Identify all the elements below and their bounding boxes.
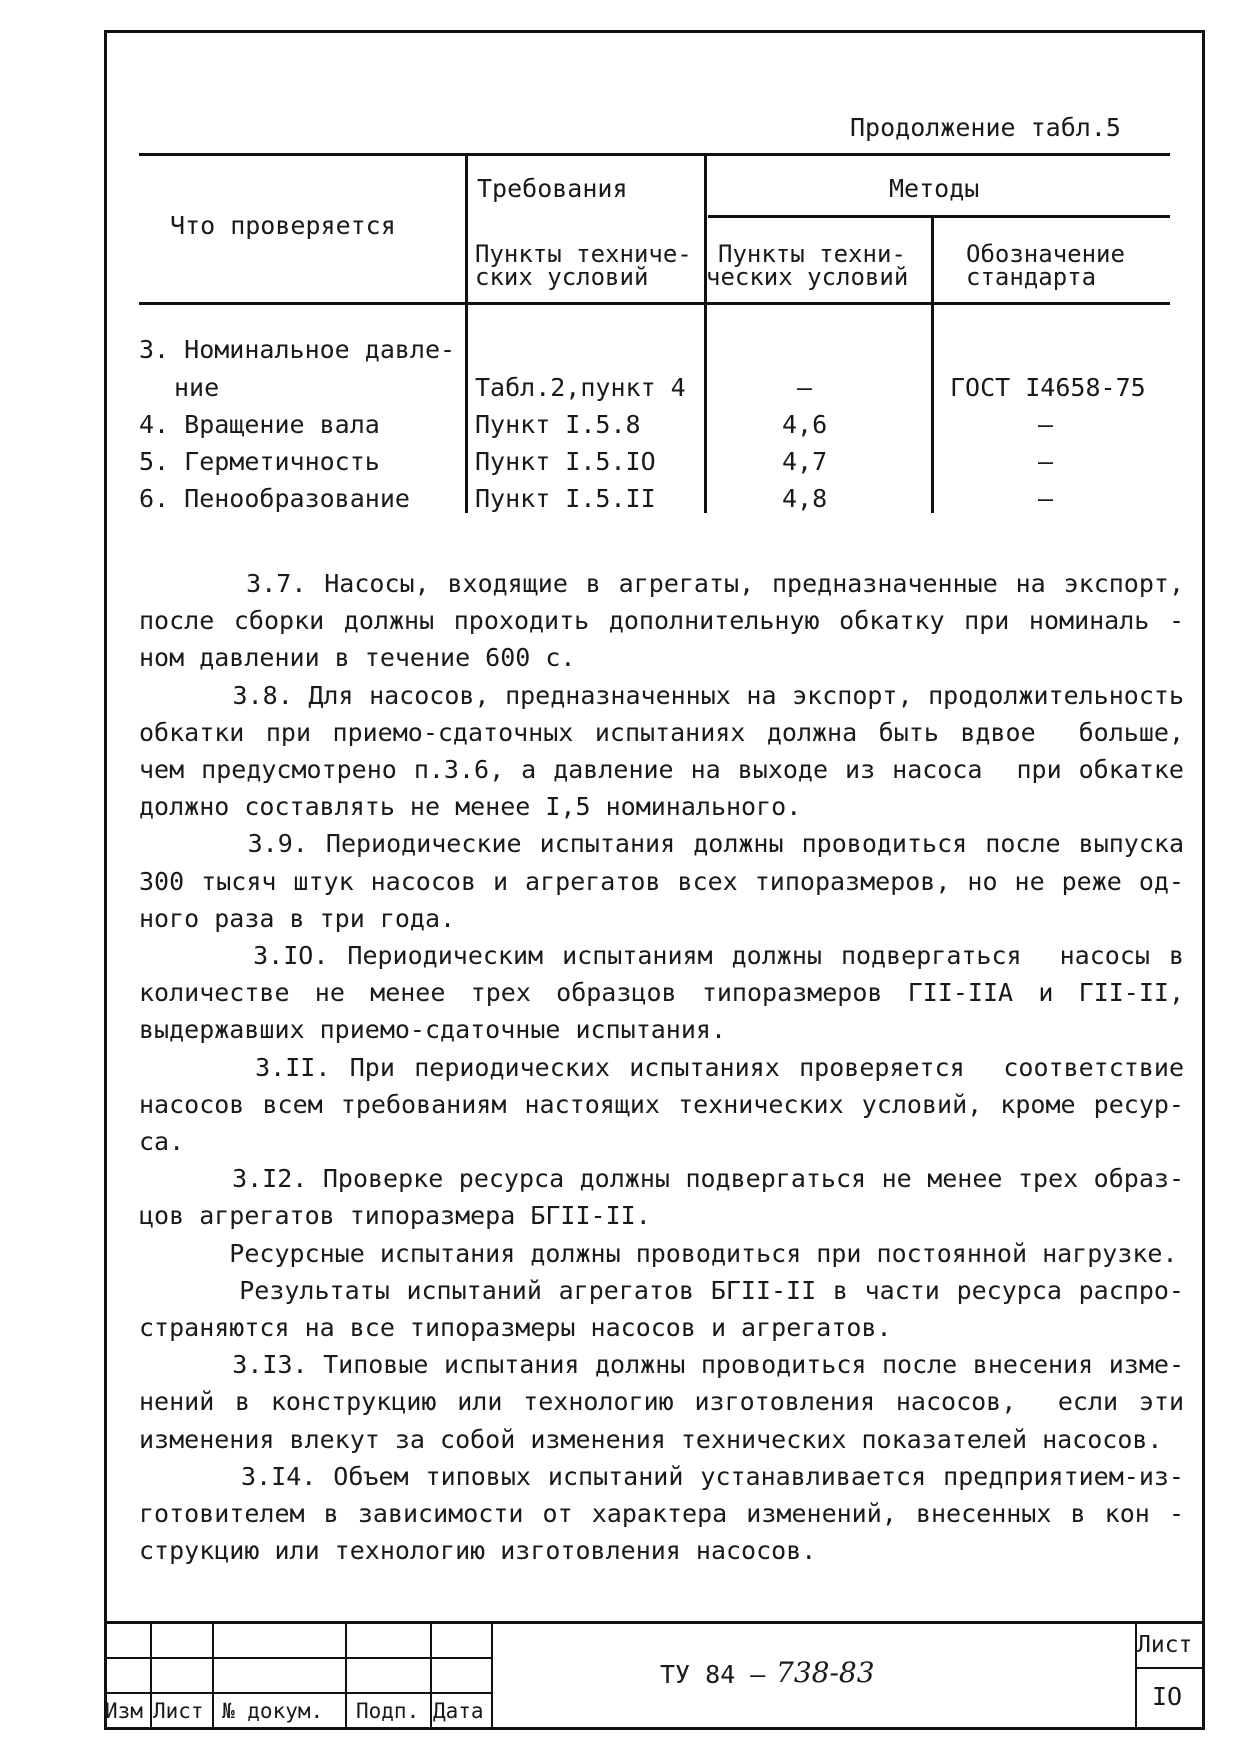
paragraph-line: ного раза в три года. bbox=[139, 903, 456, 933]
table-header-bottom-rule bbox=[139, 302, 1170, 305]
paragraph-line: выдержавших приемо-сдаточные испытания. bbox=[139, 1015, 726, 1045]
table-col-divider-2 bbox=[704, 155, 707, 513]
table-row-standard: – bbox=[1038, 447, 1054, 476]
stamp-col-5 bbox=[491, 1622, 493, 1729]
table-row-method: – bbox=[797, 373, 813, 402]
sheet-number: IO bbox=[1152, 1682, 1183, 1711]
stamp-label-list: Лист bbox=[153, 1699, 204, 1723]
paragraph-line: 3.9. Периодические испытания должны проводиться после выпуска bbox=[139, 829, 1184, 859]
stamp-col-1 bbox=[150, 1622, 152, 1729]
table-col-divider-1 bbox=[465, 155, 468, 513]
header-methods: Методы bbox=[889, 174, 980, 203]
paragraph-line: насосов всем требованиям настоящих технических условий, кроме ресур- bbox=[139, 1089, 1184, 1119]
sheet-label: Лист bbox=[1137, 1632, 1193, 1658]
table-row-what: 4. Вращение вала bbox=[139, 410, 380, 439]
paragraph-line: должно составлять не менее I,5 номинального. bbox=[139, 792, 802, 822]
paragraph-line: 3.I2. Проверке ресурса должны подвергаться не менее трех образ- bbox=[139, 1164, 1184, 1194]
paragraph-line: обкатки при приемо-сдаточных испытаниях должна быть вдвое больше, bbox=[139, 717, 1184, 747]
stamp-sheet-rule bbox=[1135, 1667, 1205, 1669]
paragraph-line: струкцию или технологию изготовления насосов. bbox=[139, 1536, 817, 1566]
stamp-label-podp: Подп. bbox=[356, 1699, 420, 1723]
paragraph-line: 3.I4. Объем типовых испытаний устанавливается предприятием-из- bbox=[139, 1461, 1184, 1491]
paragraph-line: 3.8. Для насосов, предназначенных на экспорт, продолжительность bbox=[139, 680, 1184, 710]
stamp-row-rule-1 bbox=[104, 1657, 492, 1659]
document-designation-handwritten: 738-83 bbox=[776, 1656, 875, 1689]
paragraph-line: ном давлении в течение 600 с. bbox=[139, 643, 576, 673]
continuation-label: Продолжение табл.5 bbox=[850, 113, 1121, 142]
table-top-rule bbox=[139, 153, 1170, 156]
table-row-what: 6. Пенообразование bbox=[139, 484, 410, 513]
header-req-points-line1: Пункты техниче- bbox=[475, 240, 692, 268]
paragraph-line: чем предусмотрено п.3.6, а давление на выходе из насоса при обкатке bbox=[139, 755, 1184, 784]
paragraph-line: 3.7. Насосы, входящие в агрегаты, предназначенные на экспорт, bbox=[139, 569, 1184, 598]
table-row-what-continued: ние bbox=[174, 373, 220, 402]
stamp-col-4 bbox=[430, 1622, 432, 1729]
table-row-requirement: Пункт I.5.IO bbox=[475, 447, 656, 476]
stamp-col-3 bbox=[345, 1622, 347, 1729]
paragraph-line: 3.I3. Типовые испытания должны проводиться после внесения изме- bbox=[139, 1350, 1184, 1380]
paragraph-line: 300 тысяч штук насосов и агрегатов всех типоразмеров, но не реже од- bbox=[139, 866, 1184, 896]
header-req-points-line2: ских условий bbox=[475, 263, 649, 291]
table-row-standard: – bbox=[1038, 484, 1054, 513]
header-meth-points-line2: ческих условий bbox=[706, 263, 909, 291]
paragraph-line: готовителем в зависимости от характера изменений, внесенных в кон - bbox=[139, 1499, 1184, 1528]
document-designation: ТУ 84 – bbox=[660, 1660, 766, 1689]
paragraph-line: са. bbox=[139, 1127, 185, 1156]
table-row-what: 3. Номинальное давле- bbox=[139, 335, 456, 364]
stamp-top-rule bbox=[104, 1621, 1205, 1624]
paragraph-line: цов агрегатов типоразмера БГII-II. bbox=[139, 1201, 651, 1231]
table-row-standard: – bbox=[1038, 410, 1054, 439]
table-methods-rule bbox=[708, 215, 1170, 218]
paragraph-line: после сборки должны проходить дополнительную обкатку при номиналь - bbox=[139, 606, 1184, 636]
table-row-method: 4,6 bbox=[782, 410, 828, 439]
table-row-method: 4,8 bbox=[782, 484, 828, 513]
stamp-label-izm: Изм bbox=[105, 1699, 143, 1723]
table-row-method: 4,7 bbox=[782, 447, 828, 476]
paragraph-line: Ресурсные испытания должны проводиться при постоянной нагрузке. bbox=[139, 1238, 1178, 1268]
table-row-standard: ГОСТ I4658-75 bbox=[950, 373, 1146, 402]
table-col-divider-3 bbox=[931, 217, 934, 513]
stamp-row-rule-2 bbox=[104, 1692, 492, 1694]
table-row-requirement: Табл.2,пункт 4 bbox=[475, 373, 686, 402]
paragraph-line: нений в конструкцию или технологию изготовления насосов, если эти bbox=[139, 1387, 1184, 1417]
header-what-checked: Что проверяется bbox=[170, 211, 396, 240]
stamp-label-doc: № докум. bbox=[222, 1699, 324, 1723]
header-requirements: Требования bbox=[477, 174, 628, 203]
stamp-bottom-rule bbox=[104, 1727, 1205, 1730]
stamp-label-data: Дата bbox=[433, 1699, 484, 1723]
header-standard-line2: стандарта bbox=[966, 263, 1097, 291]
paragraph-line: 3.IO. Периодическим испытаниям должны подвергаться насосы в bbox=[139, 941, 1184, 970]
table-row-requirement: Пункт I.5.II bbox=[475, 484, 656, 513]
header-meth-points-line1: Пункты техни- bbox=[718, 240, 906, 268]
paragraph-line: изменения влекут за собой изменения технических показателей насосов. bbox=[139, 1424, 1163, 1454]
table-row-what: 5. Герметичность bbox=[139, 447, 380, 476]
paragraph-line: количестве не менее трех образцов типоразмеров ГII-IIA и ГII-II, bbox=[139, 978, 1184, 1008]
table-row-requirement: Пункт I.5.8 bbox=[475, 410, 641, 439]
paragraph-line: страняются на все типоразмеры насосов и агрегатов. bbox=[139, 1313, 892, 1342]
paragraph-line: Результаты испытаний агрегатов БГII-II в части ресурса распро- bbox=[139, 1275, 1184, 1305]
stamp-col-2 bbox=[212, 1622, 214, 1729]
paragraph-line: 3.II. При периодических испытаниях проверяется соответствие bbox=[139, 1052, 1184, 1082]
header-standard-line1: Обозначение bbox=[966, 240, 1125, 268]
